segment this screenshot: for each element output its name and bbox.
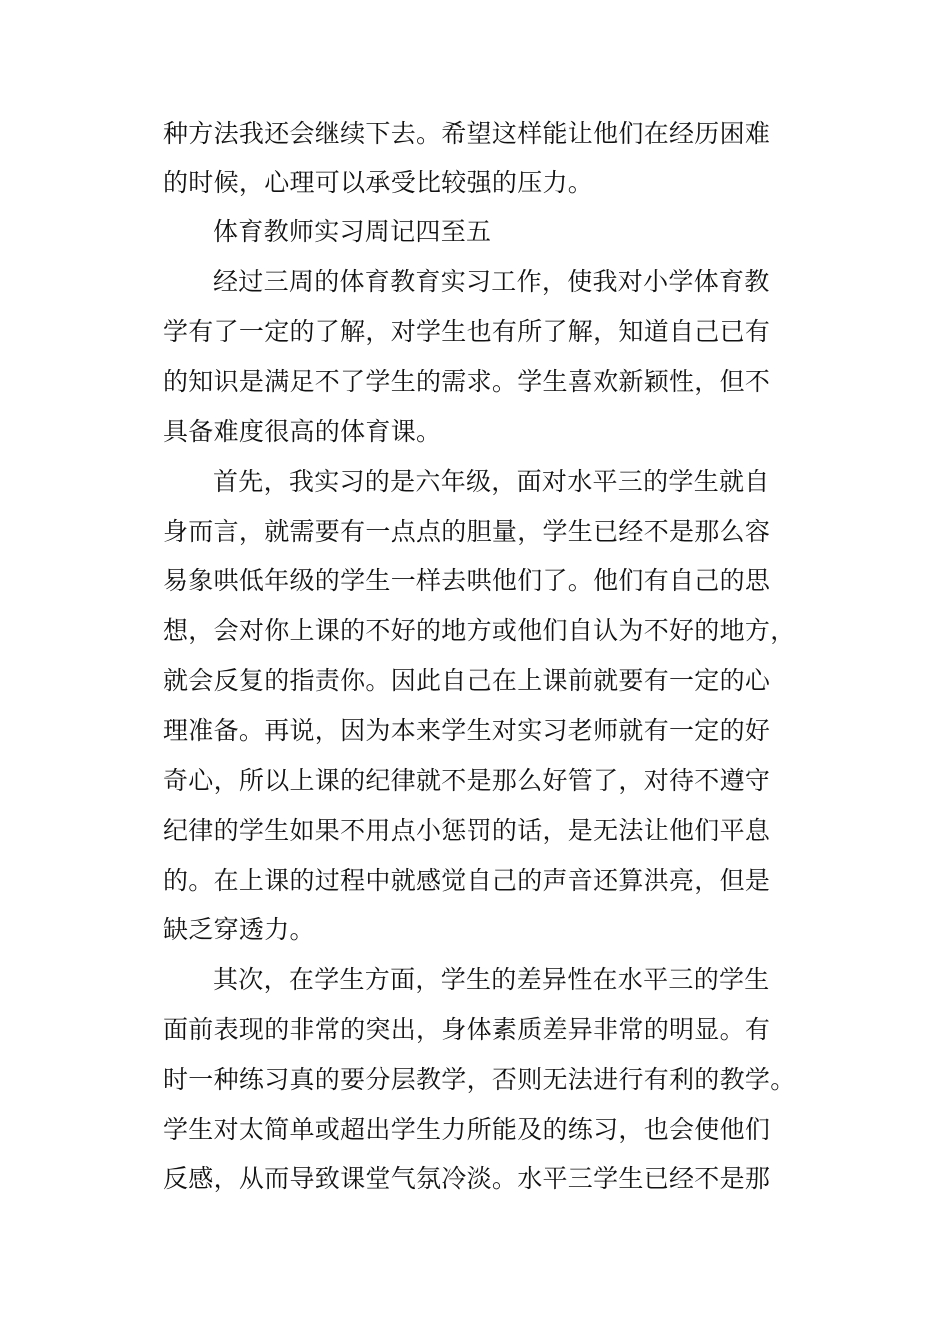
text-line: 想，会对你上课的不好的地方或他们自认为不好的地方， [163,616,796,645]
text-line: 学有了一定的了解，对学生也有所了解，知道自己已有 [163,317,771,346]
text-line: 的。在上课的过程中就感觉自己的声音还算洪亮，但是 [163,866,771,895]
text-line: 理准备。再说，因为本来学生对实习老师就有一定的好 [163,716,771,745]
text-line: 缺乏穿透力。 [163,915,315,944]
text-line: 易象哄低年级的学生一样去哄他们了。他们有自己的思 [163,566,771,595]
text-line: 学生对太简单或超出学生力所能及的练习，也会使他们 [163,1115,771,1144]
text-line: 奇心，所以上课的纪律就不是那么好管了，对待不遵守 [163,766,771,795]
text-line: 反感，从而导致课堂气氛冷淡。水平三学生已经不是那 [163,1164,771,1193]
text-line: 面前表现的非常的突出，身体素质差异非常的明显。有 [163,1015,771,1044]
text-line: 的时候，心理可以承受比较强的压力。 [163,168,594,197]
text-line: 身而言，就需要有一点点的胆量，学生已经不是那么容 [163,517,771,546]
section-heading: 体育教师实习周记四至五 [213,217,492,246]
paragraph-start-line: 其次，在学生方面，学生的差异性在水平三的学生 [213,965,770,994]
text-line: 纪律的学生如果不用点小惩罚的话，是无法让他们平息 [163,816,771,845]
text-line: 时一种练习真的要分层教学，否则无法进行有利的教学。 [163,1065,796,1094]
text-line: 种方法我还会继续下去。希望这样能让他们在经历困难 [163,119,771,148]
paragraph-start-line: 首先，我实习的是六年级，面对水平三的学生就自 [213,467,770,496]
text-line: 的知识是满足不了学生的需求。学生喜欢新颖性，但不 [163,367,771,396]
text-line: 具备难度很高的体育课。 [163,417,442,446]
text-line: 就会反复的指责你。因此自己在上课前就要有一定的心 [163,666,771,695]
paragraph-start-line: 经过三周的体育教育实习工作，使我对小学体育教 [213,267,770,296]
